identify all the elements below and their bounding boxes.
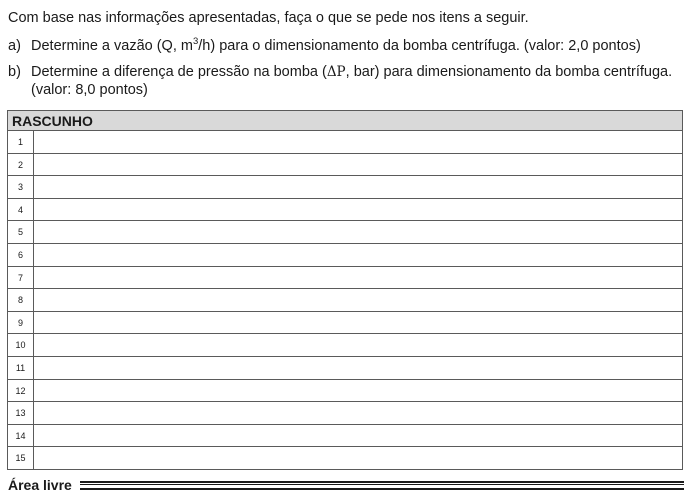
row-number: 1 bbox=[8, 131, 34, 153]
writing-space[interactable] bbox=[34, 199, 682, 221]
writing-space[interactable] bbox=[34, 380, 682, 402]
rascunho-row[interactable] bbox=[8, 267, 682, 290]
question-item-a bbox=[8, 37, 641, 55]
row-number: 9 bbox=[8, 312, 34, 334]
writing-space[interactable] bbox=[34, 289, 682, 311]
row-number: 2 bbox=[8, 154, 34, 176]
writing-space[interactable] bbox=[34, 131, 682, 153]
writing-space[interactable] bbox=[34, 244, 682, 266]
row-number: 15 bbox=[8, 447, 34, 470]
delta-p-symbol: ΔP bbox=[326, 64, 346, 80]
rascunho-row[interactable] bbox=[8, 402, 682, 425]
writing-space[interactable] bbox=[34, 402, 682, 424]
row-number: 13 bbox=[8, 402, 34, 424]
superscript-exponent: 3 bbox=[192, 36, 199, 48]
rascunho-row[interactable] bbox=[8, 131, 682, 154]
rascunho-row[interactable] bbox=[8, 289, 682, 312]
writing-space[interactable] bbox=[34, 425, 682, 447]
rascunho-row[interactable] bbox=[8, 154, 682, 177]
rascunho-row[interactable] bbox=[8, 334, 682, 357]
writing-space[interactable] bbox=[34, 312, 682, 334]
rascunho-row[interactable] bbox=[8, 312, 682, 335]
rascunho-row[interactable] bbox=[8, 244, 682, 267]
rascunho-row[interactable] bbox=[8, 447, 682, 470]
item-text-end: , bar) para dimensionamento da bomba centrífuga. bbox=[345, 64, 673, 80]
rascunho-table bbox=[7, 110, 683, 470]
row-number: 6 bbox=[8, 244, 34, 266]
writing-space[interactable] bbox=[34, 357, 682, 379]
writing-space[interactable] bbox=[34, 267, 682, 289]
writing-space[interactable] bbox=[34, 447, 682, 470]
row-number: 7 bbox=[8, 267, 34, 289]
rascunho-header: RASCUNHO bbox=[8, 111, 682, 131]
item-continuation: (valor: 8,0 pontos) bbox=[31, 82, 148, 98]
row-number: 12 bbox=[8, 380, 34, 402]
item-marker: b) bbox=[8, 64, 21, 80]
instructions-text: Com base nas informações apresentadas, faça o que se pede nos itens a seguir. bbox=[8, 10, 529, 26]
rascunho-row[interactable] bbox=[8, 199, 682, 222]
writing-space[interactable] bbox=[34, 154, 682, 176]
rascunho-row[interactable] bbox=[8, 176, 682, 199]
writing-space[interactable] bbox=[34, 221, 682, 243]
row-number: 14 bbox=[8, 425, 34, 447]
item-marker: a) bbox=[8, 38, 21, 54]
writing-space[interactable] bbox=[34, 176, 682, 198]
footer-divider-lines bbox=[80, 481, 684, 490]
writing-space[interactable] bbox=[34, 334, 682, 356]
rascunho-row[interactable] bbox=[8, 221, 682, 244]
rascunho-row[interactable] bbox=[8, 380, 682, 403]
row-number: 11 bbox=[8, 357, 34, 379]
question-item-b bbox=[8, 63, 672, 99]
row-number: 4 bbox=[8, 199, 34, 221]
row-number: 8 bbox=[8, 289, 34, 311]
row-number: 10 bbox=[8, 334, 34, 356]
row-number: 5 bbox=[8, 221, 34, 243]
item-text-start: Determine a vazão (Q, m bbox=[31, 38, 193, 54]
item-text-end: /h) para o dimensionamento da bomba centrífuga. (valor: 2,0 pontos) bbox=[198, 38, 641, 54]
rascunho-rows bbox=[8, 131, 682, 470]
rascunho-row[interactable] bbox=[8, 425, 682, 448]
area-livre-label: Área livre bbox=[8, 477, 72, 493]
row-number: 3 bbox=[8, 176, 34, 198]
rascunho-row[interactable] bbox=[8, 357, 682, 380]
item-text-start: Determine a diferença de pressão na bomba ( bbox=[31, 64, 327, 80]
area-livre-footer bbox=[8, 475, 684, 495]
